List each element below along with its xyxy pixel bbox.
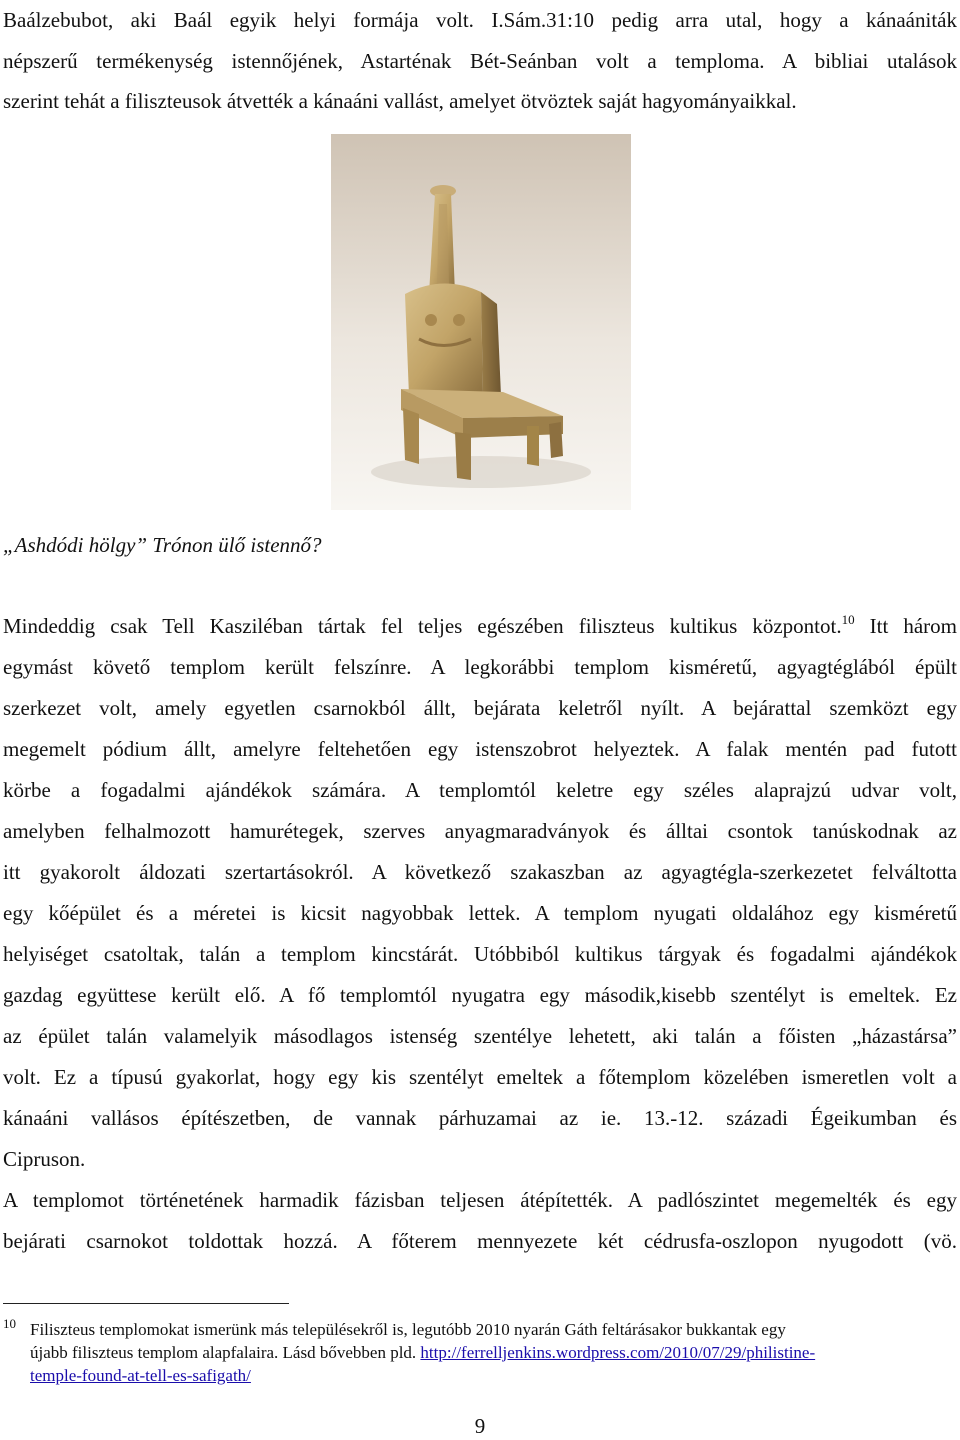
text-line: Cipruson. bbox=[3, 1147, 86, 1171]
text-line: népszerű termékenység istennőjének, Astarténak Bét-Seánban volt a temploma. A bibliai utalások bbox=[3, 48, 957, 73]
text-segment: Itt három bbox=[854, 614, 957, 638]
text-line: Baálzebubot, aki Baál egyik helyi formája volt. I.Sám.31:10 pedig arra utal, hogy a kánaániták bbox=[3, 8, 957, 32]
text-line: volt. Ez a típusú gyakorlat, hogy egy kis szentélyt emeltek a főtemplom közelében ismeretlen volt a bbox=[3, 1065, 957, 1089]
footnote-text bbox=[30, 1318, 950, 1387]
text-line: amelyben felhalmozott hamurétegek, szerves anyagmaradványok és álltai csontok tanúskodnak az bbox=[3, 819, 957, 843]
text-line: szerkezet volt, amely egyetlen csarnokból állt, bejárata keletről nyílt. A bejárattal szemközt egy bbox=[3, 696, 957, 720]
paragraph-intro bbox=[3, 0, 957, 122]
footnote-link[interactable]: http://ferrelljenkins.wordpress.com/2010/07/29/philistine- bbox=[420, 1343, 816, 1362]
footnote-link-continued[interactable]: temple-found-at-tell-es-safigath/ bbox=[30, 1366, 251, 1385]
footnote-reference[interactable]: 10 bbox=[841, 612, 855, 627]
text-line: egy kőépület és a méretei is kicsit nagyobbak lettek. A templom nyugati oldalához egy kisméretű bbox=[3, 901, 957, 925]
figure-caption: „Ashdódi hölgy” Trónon ülő istennő? bbox=[3, 533, 322, 557]
paragraph-tell-qasile bbox=[3, 606, 957, 1262]
text-line: gazdag együttese került elő. A fő templomtól nyugatra egy második,kisebb szentélyt is emeltek. Ez bbox=[3, 983, 957, 1007]
page-number: 9 bbox=[474, 1414, 486, 1438]
footnote-divider bbox=[3, 1303, 289, 1304]
text-line bbox=[3, 606, 957, 647]
text-segment: Mindeddig csak Tell Kasziléban tártak fel teljes egészében filiszteus kultikus központot. bbox=[3, 614, 842, 638]
ashdod-figurine-photo bbox=[331, 134, 631, 510]
text-line: az épület talán valamelyik másodlagos istenség szentélye lehetett, aki talán a főisten „házastársa” bbox=[3, 1024, 957, 1048]
text-line: körbe a fogadalmi ajándékok számára. A templomtól keletre egy széles alaprajzú udvar volt, bbox=[3, 778, 957, 802]
text-line: szerint tehát a filiszteusok átvették a kánaáni vallást, amelyet ötvöztek saját hagyományaikkal. bbox=[3, 89, 797, 113]
footnote-line: Filiszteus templomokat ismerünk más településekről is, legutóbb 2010 nyarán Gáth feltárásakor bukkantak egy bbox=[30, 1320, 786, 1339]
text-line: bejárati csarnokot toldottak hozzá. A főterem mennyezete két cédrusfa-oszlopon nyugodott (vö. bbox=[3, 1229, 957, 1253]
text-line: egymást követő templom került felszínre. A legkorábbi templom kisméretű, agyagtéglából épült bbox=[3, 655, 957, 679]
footnote-line bbox=[30, 1341, 950, 1364]
text-line: kánaáni vallásos építészetben, de vannak párhuzamai az ie. 13.-12. századi Égeikumban és bbox=[3, 1106, 957, 1130]
text-line: helyiséget csatoltak, talán a templom kincstárát. Utóbbiból kultikus tárgyak és fogadalmi ajándékok bbox=[3, 942, 957, 966]
text-line: megemelt pódium állt, amelyre feltehetően egy istenszobrot helyeztek. A falak mentén pad futott bbox=[3, 737, 957, 761]
text-line: A templomot történetének harmadik fázisban teljesen átépítették. A padlószintet megemelték és egy bbox=[3, 1188, 957, 1212]
footnote-segment: újabb filiszteus templom alapfalaira. Lásd bővebben pld. bbox=[30, 1343, 421, 1362]
footnote-line bbox=[30, 1364, 950, 1387]
text-line: itt gyakorolt áldozati szertartásokról. A következő szakaszban az agyagtégla-szerkezetet felváltotta bbox=[3, 860, 957, 884]
footnote-number: 10 bbox=[3, 1316, 16, 1331]
